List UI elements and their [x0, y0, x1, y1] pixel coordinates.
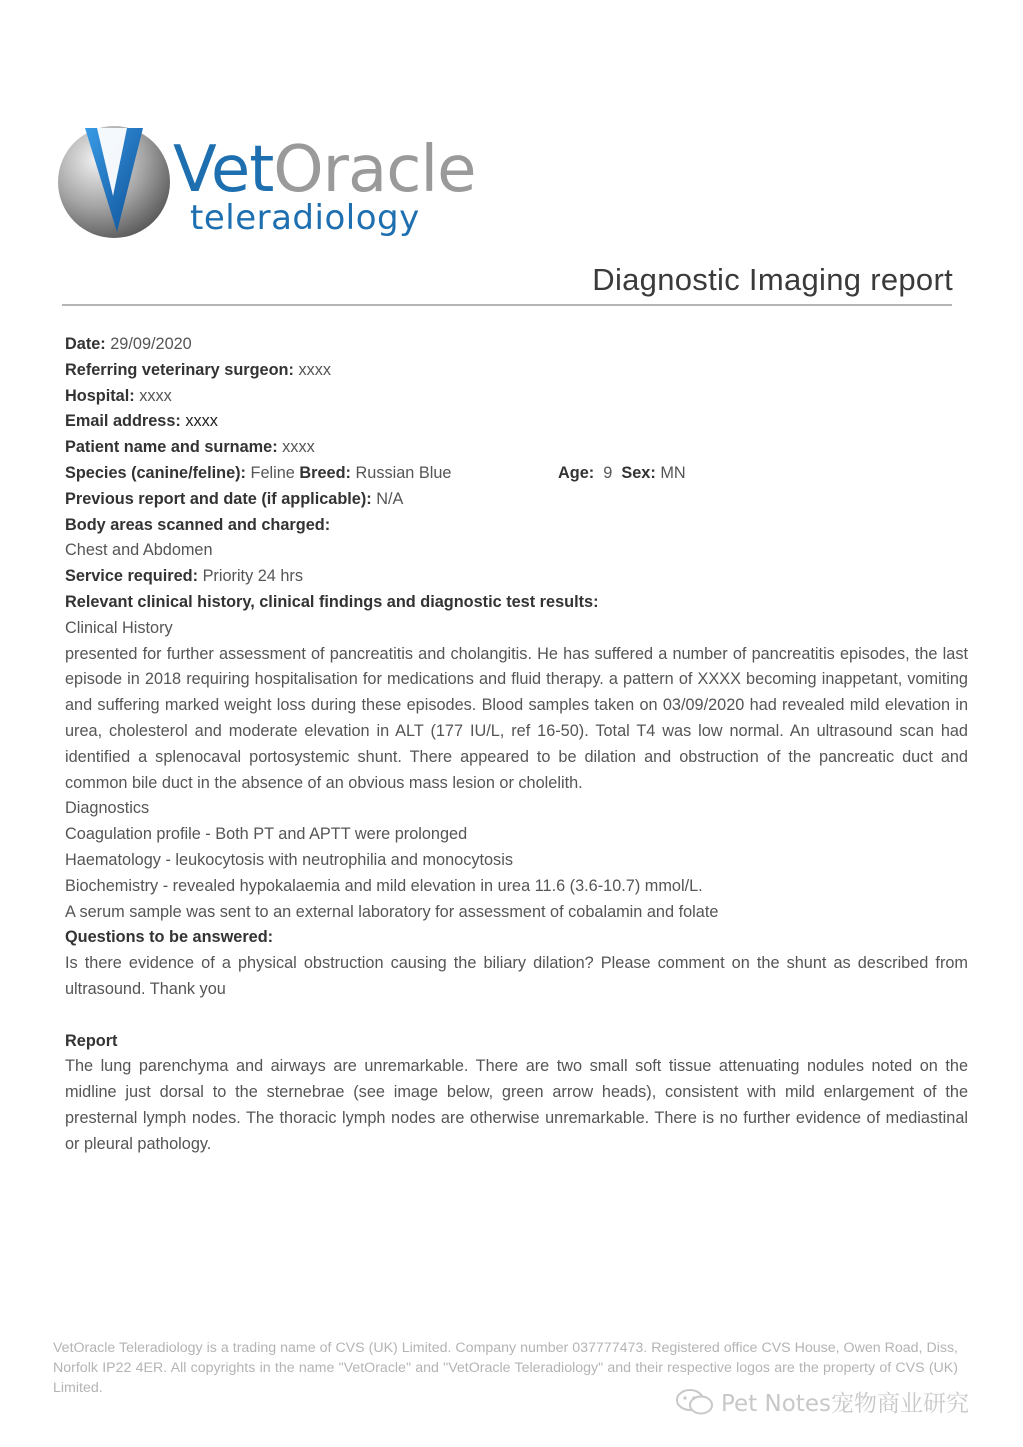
questions-label: Questions to be answered: — [65, 928, 274, 947]
watermark — [675, 1385, 969, 1418]
hospital-row — [65, 384, 968, 410]
vetoracle-logo — [55, 122, 476, 247]
logo-word-vet: Vet — [173, 133, 274, 207]
surgeon-label: Referring veterinary surgeon: — [65, 360, 294, 379]
email-row — [65, 409, 968, 435]
previous-report-label: Previous report and date (if applicable): — [65, 489, 372, 508]
breed-value: Russian Blue — [355, 463, 452, 482]
watermark-text: Pet Notes宠物商业研究 — [721, 1391, 969, 1417]
sex-label: Sex: — [621, 463, 656, 482]
clinical-history-heading: Clinical History — [65, 618, 173, 637]
report-text: The lung parenchyma and airways are unremarkable. There are two small soft tissue attenuating nodules noted on the midline just dorsal to the sternebrae (see image below, green arrow heads), consistent with mild enlargement of the presternal lymph nodes. The thoracic lymph nodes are otherwise unremarkable. There is no further evidence of mediastinal or pleural pathology. — [65, 1057, 968, 1153]
species-value: Feline — [250, 463, 295, 482]
body-areas-label: Body areas scanned and charged: — [65, 515, 331, 534]
section-spacer — [65, 1003, 968, 1029]
diagnostics-heading: Diagnostics — [65, 799, 150, 818]
patient-value: xxxx — [282, 438, 315, 457]
patient-row — [65, 435, 968, 461]
report-heading: Report — [65, 1031, 118, 1050]
hospital-value: xxxx — [139, 386, 172, 405]
email-value: xxxx — [185, 412, 218, 431]
surgeon-value: xxxx — [298, 360, 332, 379]
date-row — [65, 332, 968, 358]
patient-label: Patient name and surname: — [65, 438, 278, 457]
service-value: Priority 24 hrs — [202, 567, 303, 586]
footer-legal-text: VetOracle Teleradiology is a trading name of CVS (UK) Limited. Company number 037777473. Registered office CVS House, Owen Road, Diss, Norfolk IP22 4ER. All copyrights in the name "VetOracle" and "VetOracle Teleradiology" and their respective logos are the property of CVS (UK) Limited. — [53, 1340, 958, 1396]
title-divider — [62, 304, 952, 306]
age-label: Age: — [558, 463, 595, 482]
previous-report-row — [65, 487, 968, 513]
report-content — [65, 332, 968, 1158]
history-label: Relevant clinical history, clinical findings and diagnostic test results: — [65, 592, 599, 611]
date-value: 29/09/2020 — [110, 335, 192, 353]
report-title: Diagnostic Imaging report — [592, 262, 953, 297]
body-areas-value: Chest and Abdomen — [65, 541, 213, 560]
diagnostics-line: Haematology - leukocytosis with neutrophilia and monocytosis — [65, 850, 513, 869]
logo-sphere-icon — [55, 122, 173, 240]
logo-subtitle: teleradiology — [190, 198, 420, 238]
service-label: Service required: — [65, 567, 199, 586]
breed-label: Breed: — [299, 463, 351, 482]
age-sex-group — [558, 461, 686, 487]
email-label: Email address: — [65, 412, 181, 431]
logo-word-oracle: Oracle — [273, 133, 476, 207]
hospital-label: Hospital: — [65, 386, 135, 405]
diagnostics-line: Coagulation profile - Both PT and APTT were prolonged — [65, 825, 468, 844]
service-row — [65, 564, 968, 590]
species-row — [65, 461, 968, 487]
wechat-icon — [675, 1387, 715, 1417]
date-label: Date: — [65, 335, 106, 353]
sex-value: MN — [660, 463, 686, 482]
diagnostics-line: A serum sample was sent to an external laboratory for assessment of cobalamin and folate — [65, 902, 719, 921]
diagnostics-line: Biochemistry - revealed hypokalaemia and mild elevation in urea 11.6 (3.6-10.7) mmol/L. — [65, 876, 703, 895]
clinical-history-text: presented for further assessment of pancreatitis and cholangitis. He has suffered a number of pancreatitis episodes, the last episode in 2018 requiring hospitalisation for medications and fluid therapy. a pattern of XXXX becoming inappetant, vomiting and suffering marked weight loss during these episodes. Blood samples taken on 03/09/2020 had revealed mild elevation in urea, cholesterol and moderate elevation in ALT (177 IU/L, ref 16-50). Total T4 was low normal. An ultrasound scan had identified a splenocaval portosystemic shunt. There appeared to be dilation and obstruction of the pancreatic duct and common bile duct in the absence of an obvious mass lesion or cholelith. — [65, 644, 968, 792]
age-value: 9 — [603, 463, 613, 482]
logo-wordmark — [173, 133, 476, 207]
surgeon-row — [65, 358, 968, 384]
questions-text: Is there evidence of a physical obstruction causing the biliary dilation? Please comment on the shunt as described from ultrasound. Thank you — [65, 954, 968, 998]
previous-report-value: N/A — [376, 489, 404, 508]
species-label: Species (canine/feline): — [65, 463, 246, 482]
